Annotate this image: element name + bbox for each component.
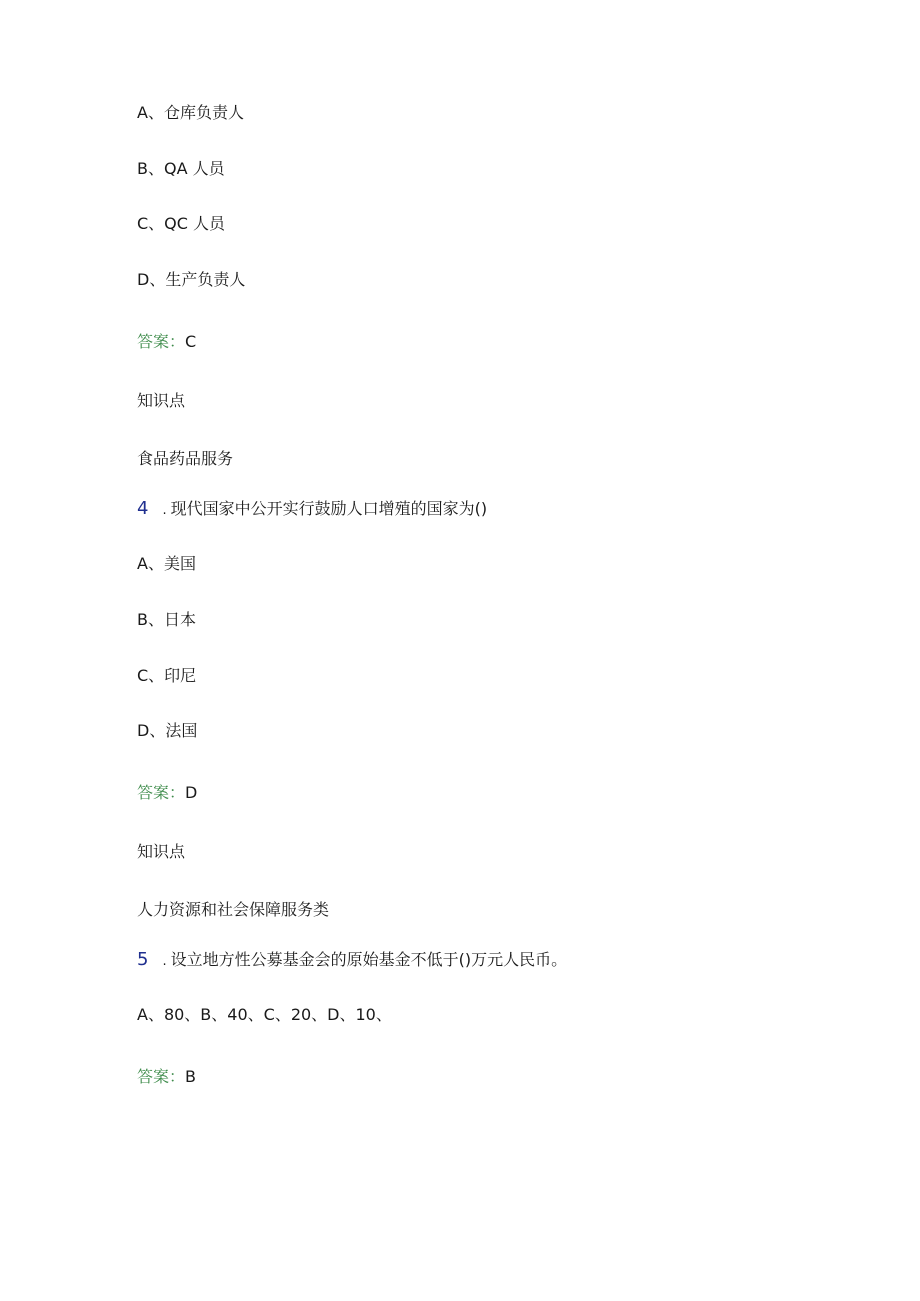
answer-line xyxy=(137,331,196,353)
option-c: C、印尼 xyxy=(137,666,197,685)
knowledge-value: 食品药品服务 xyxy=(137,449,234,468)
option-a: A、美国 xyxy=(137,554,196,573)
option-d: D、生产负责人 xyxy=(137,270,246,289)
answer-value: D xyxy=(185,783,198,802)
question-dot: . xyxy=(162,503,167,518)
question-4 xyxy=(137,498,487,522)
answer-value: C xyxy=(185,332,197,351)
options-inline: A、80、B、40、C、20、D、10、 xyxy=(137,1005,392,1024)
question-dot: . xyxy=(162,954,167,969)
question-text: 现代国家中公开实行鼓励人口增殖的国家为() xyxy=(170,499,488,518)
knowledge-label: 知识点 xyxy=(137,842,186,861)
answer-label: 答案： xyxy=(137,783,186,802)
answer-line xyxy=(137,1066,196,1088)
knowledge-label: 知识点 xyxy=(137,391,186,410)
question-number: 5 xyxy=(137,949,149,970)
answer-value: B xyxy=(185,1067,196,1086)
question-text: 设立地方性公募基金会的原始基金不低于()万元人民币。 xyxy=(170,950,568,969)
answer-label: 答案： xyxy=(137,332,186,351)
question-number: 4 xyxy=(137,498,149,519)
option-d: D、法国 xyxy=(137,721,198,740)
option-a: A、仓库负责人 xyxy=(137,103,244,122)
option-b: B、日本 xyxy=(137,610,196,629)
answer-label: 答案： xyxy=(137,1067,186,1086)
option-c: C、QC 人员 xyxy=(137,214,226,233)
question-5 xyxy=(137,949,567,973)
knowledge-value: 人力资源和社会保障服务类 xyxy=(137,900,330,919)
answer-line xyxy=(137,782,197,804)
option-b: B、QA 人员 xyxy=(137,159,225,178)
